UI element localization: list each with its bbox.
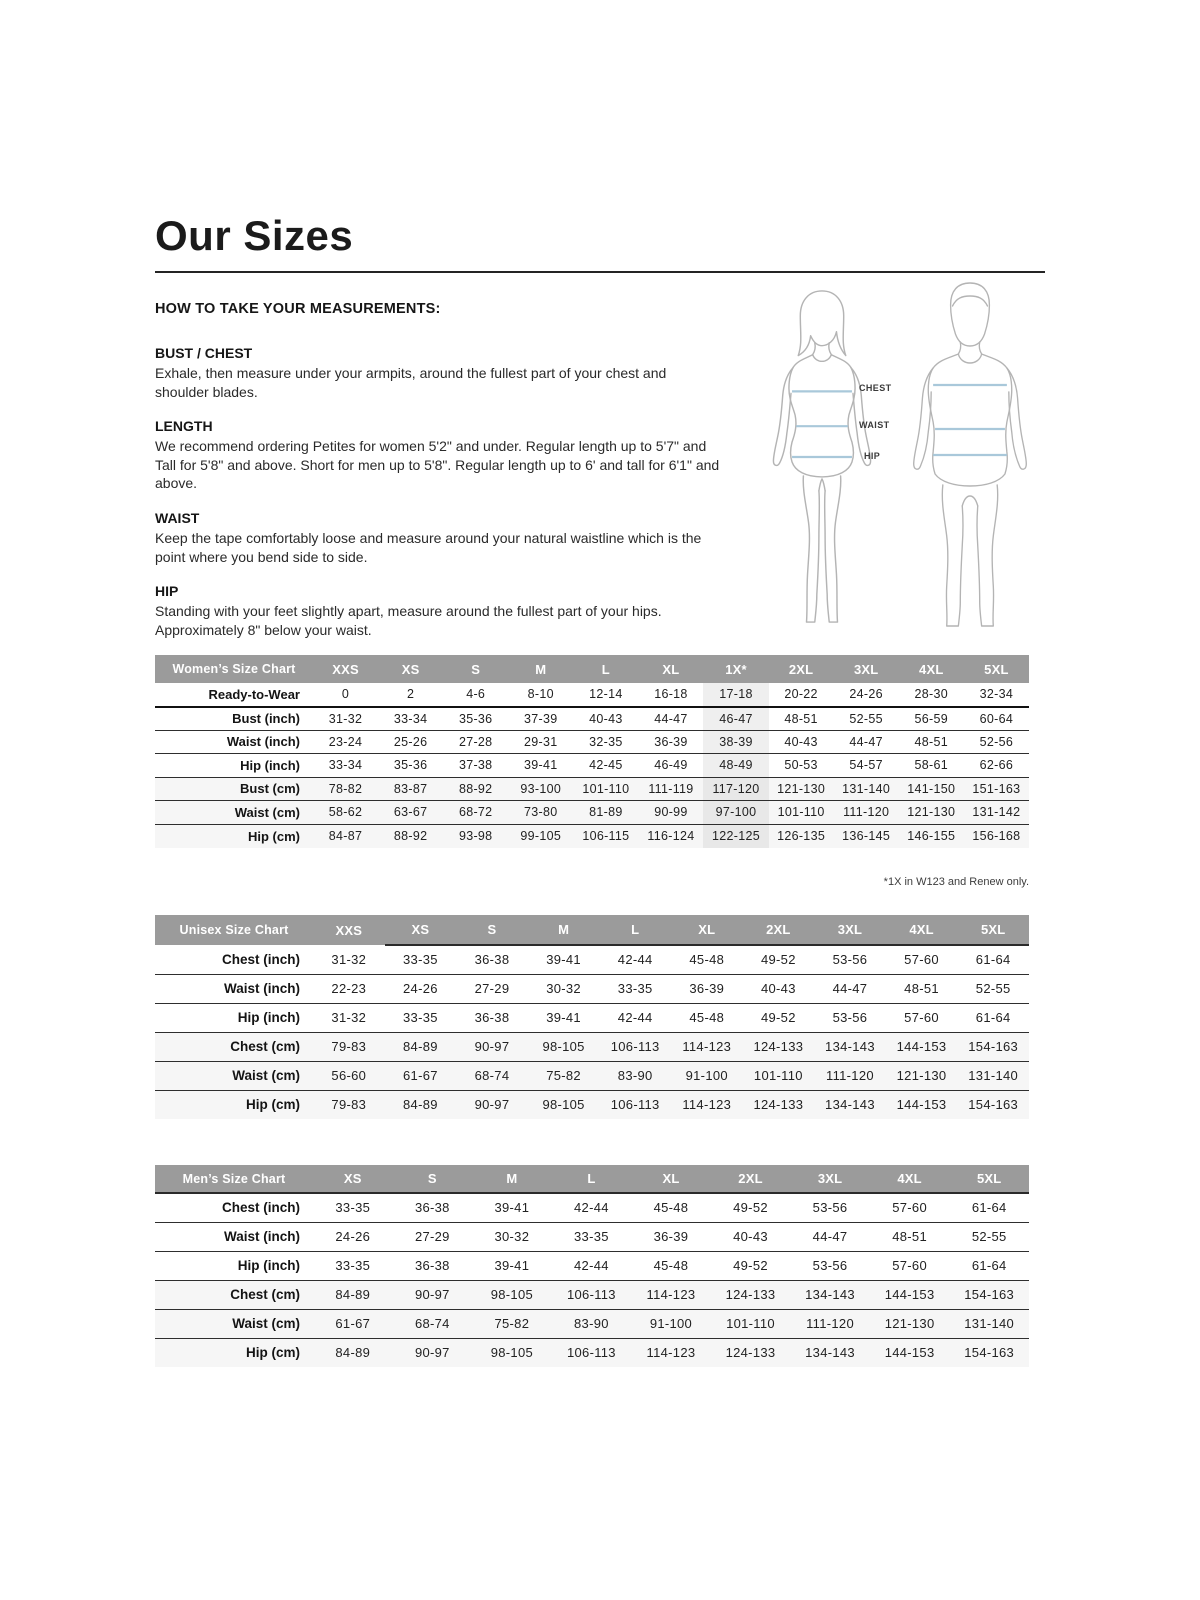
size-cell: 116-124	[638, 824, 703, 848]
size-cell: 36-39	[671, 974, 743, 1003]
size-cell: 154-163	[957, 1090, 1029, 1119]
size-cell: 144-153	[870, 1280, 950, 1309]
size-cell: 57-60	[886, 945, 958, 974]
size-cell: 146-155	[899, 824, 964, 848]
page-title: Our Sizes	[155, 212, 354, 259]
size-column-header: 3XL	[790, 1165, 870, 1193]
size-cell: 61-64	[957, 1003, 1029, 1032]
how-to-heading: HOW TO TAKE YOUR MEASUREMENTS:	[155, 301, 441, 317]
size-cell: 35-36	[443, 707, 508, 731]
size-column-header: 4XL	[899, 655, 964, 683]
size-cell: 88-92	[443, 777, 508, 801]
size-cell: 156-168	[964, 824, 1029, 848]
size-column-header: XS	[385, 915, 457, 945]
size-cell: 25-26	[378, 730, 443, 754]
row-label: Hip (inch)	[155, 754, 313, 778]
size-cell: 91-100	[631, 1309, 711, 1338]
row-label: Hip (inch)	[155, 1251, 313, 1280]
size-cell: 50-53	[769, 754, 834, 778]
size-cell: 101-110	[743, 1061, 815, 1090]
row-label: Waist (cm)	[155, 1061, 313, 1090]
size-cell: 24-26	[313, 1222, 393, 1251]
size-column-header: L	[552, 1165, 632, 1193]
size-cell: 4-6	[443, 683, 508, 707]
size-cell: 84-89	[313, 1338, 393, 1367]
size-cell: 101-110	[711, 1309, 791, 1338]
size-cell: 126-135	[769, 824, 834, 848]
size-cell: 106-115	[573, 824, 638, 848]
size-cell: 111-120	[814, 1061, 886, 1090]
size-cell: 42-45	[573, 754, 638, 778]
table-row	[155, 754, 1029, 778]
table-row	[155, 1061, 1029, 1090]
size-cell: 131-140	[949, 1309, 1029, 1338]
size-cell: 141-150	[899, 777, 964, 801]
size-cell: 134-143	[814, 1032, 886, 1061]
section-length	[155, 418, 723, 493]
row-label: Waist (inch)	[155, 974, 313, 1003]
table-row	[155, 1003, 1029, 1032]
size-cell: 58-62	[313, 801, 378, 825]
size-cell: 79-83	[313, 1090, 385, 1119]
size-column-header: 5XL	[957, 915, 1029, 945]
size-cell: 22-23	[313, 974, 385, 1003]
size-cell: 131-142	[964, 801, 1029, 825]
table-row	[155, 1222, 1029, 1251]
size-cell: 98-105	[472, 1280, 552, 1309]
table-title: Women’s Size Chart	[155, 655, 313, 683]
size-cell: 117-120	[703, 777, 768, 801]
size-cell: 144-153	[870, 1338, 950, 1367]
size-cell: 134-143	[790, 1280, 870, 1309]
size-cell: 114-123	[671, 1032, 743, 1061]
size-column-header: 3XL	[814, 915, 886, 945]
size-column-header: XL	[631, 1165, 711, 1193]
size-cell: 46-47	[703, 707, 768, 731]
size-column-header: S	[443, 655, 508, 683]
size-column-header: XXS	[313, 655, 378, 683]
size-cell: 98-105	[528, 1032, 600, 1061]
size-cell: 62-66	[964, 754, 1029, 778]
table-header-row	[155, 1165, 1029, 1193]
size-cell: 39-41	[508, 754, 573, 778]
size-cell: 56-60	[313, 1061, 385, 1090]
size-cell: 98-105	[528, 1090, 600, 1119]
size-cell: 98-105	[472, 1338, 552, 1367]
row-label: Chest (cm)	[155, 1032, 313, 1061]
table-row	[155, 824, 1029, 848]
size-cell: 36-39	[638, 730, 703, 754]
size-cell: 84-89	[385, 1032, 457, 1061]
size-cell: 46-49	[638, 754, 703, 778]
size-column-header: L	[599, 915, 671, 945]
size-cell: 68-74	[456, 1061, 528, 1090]
size-cell: 36-38	[456, 1003, 528, 1032]
size-cell: 48-51	[899, 730, 964, 754]
size-cell: 42-44	[599, 945, 671, 974]
size-cell: 53-56	[790, 1193, 870, 1222]
size-cell: 121-130	[886, 1061, 958, 1090]
size-column-header: XXS	[313, 915, 385, 945]
size-cell: 39-41	[528, 1003, 600, 1032]
size-cell: 101-110	[573, 777, 638, 801]
size-cell: 90-97	[393, 1280, 473, 1309]
size-cell: 111-119	[638, 777, 703, 801]
size-cell: 36-38	[456, 945, 528, 974]
size-chart-footnote: *1X in W123 and Renew only.	[883, 876, 1029, 888]
row-label: Hip (cm)	[155, 1338, 313, 1367]
size-cell: 83-87	[378, 777, 443, 801]
size-cell: 121-130	[899, 801, 964, 825]
size-column-header: S	[393, 1165, 473, 1193]
size-cell: 90-97	[456, 1090, 528, 1119]
womens-size-chart-table	[155, 655, 1029, 848]
size-cell: 36-38	[393, 1193, 473, 1222]
size-cell: 45-48	[671, 1003, 743, 1032]
size-cell: 106-113	[552, 1280, 632, 1309]
size-cell: 68-72	[443, 801, 508, 825]
size-cell: 23-24	[313, 730, 378, 754]
size-cell: 45-48	[631, 1251, 711, 1280]
table-row	[155, 1090, 1029, 1119]
unisex-size-chart-table	[155, 915, 1029, 1119]
table-title: Unisex Size Chart	[155, 915, 313, 945]
size-cell: 44-47	[638, 707, 703, 731]
size-cell: 136-145	[834, 824, 899, 848]
size-cell: 106-113	[599, 1032, 671, 1061]
table-row	[155, 707, 1029, 731]
table-row	[155, 945, 1029, 974]
size-cell: 124-133	[743, 1032, 815, 1061]
row-label: Hip (inch)	[155, 1003, 313, 1032]
size-cell: 40-43	[743, 974, 815, 1003]
size-cell: 61-67	[313, 1309, 393, 1338]
size-cell: 2	[378, 683, 443, 707]
size-cell: 12-14	[573, 683, 638, 707]
size-cell: 39-41	[472, 1193, 552, 1222]
table-row	[155, 801, 1029, 825]
size-cell: 88-92	[378, 824, 443, 848]
size-cell: 61-64	[949, 1193, 1029, 1222]
size-cell: 30-32	[472, 1222, 552, 1251]
size-cell: 101-110	[769, 801, 834, 825]
size-cell: 33-35	[599, 974, 671, 1003]
size-cell: 49-52	[743, 1003, 815, 1032]
size-cell: 84-87	[313, 824, 378, 848]
size-cell: 106-113	[599, 1090, 671, 1119]
measurement-figures	[752, 280, 1052, 642]
size-cell: 17-18	[703, 683, 768, 707]
row-label: Bust (inch)	[155, 707, 313, 731]
size-cell: 151-163	[964, 777, 1029, 801]
size-cell: 45-48	[631, 1193, 711, 1222]
row-label: Ready-to-Wear	[155, 683, 313, 707]
table-row	[155, 974, 1029, 1003]
table-row	[155, 1280, 1029, 1309]
size-cell: 134-143	[814, 1090, 886, 1119]
size-cell: 83-90	[552, 1309, 632, 1338]
size-column-header: M	[508, 655, 573, 683]
size-cell: 31-32	[313, 945, 385, 974]
size-cell: 121-130	[769, 777, 834, 801]
size-cell: 8-10	[508, 683, 573, 707]
size-cell: 31-32	[313, 1003, 385, 1032]
row-label: Waist (cm)	[155, 1309, 313, 1338]
size-cell: 53-56	[790, 1251, 870, 1280]
size-cell: 40-43	[711, 1222, 791, 1251]
table-row	[155, 1193, 1029, 1222]
size-cell: 154-163	[957, 1032, 1029, 1061]
size-cell: 30-32	[528, 974, 600, 1003]
size-cell: 48-51	[886, 974, 958, 1003]
size-cell: 58-61	[899, 754, 964, 778]
size-cell: 75-82	[528, 1061, 600, 1090]
size-cell: 84-89	[313, 1280, 393, 1309]
size-cell: 56-59	[899, 707, 964, 731]
size-cell: 99-105	[508, 824, 573, 848]
size-cell: 75-82	[472, 1309, 552, 1338]
chest-label: CHEST	[859, 383, 892, 393]
size-cell: 31-32	[313, 707, 378, 731]
size-cell: 121-130	[870, 1309, 950, 1338]
size-cell: 93-98	[443, 824, 508, 848]
size-cell: 44-47	[814, 974, 886, 1003]
table-header-row	[155, 655, 1029, 683]
size-cell: 61-64	[949, 1251, 1029, 1280]
section-waist	[155, 510, 723, 566]
size-cell: 53-56	[814, 945, 886, 974]
measurement-instructions	[155, 301, 723, 656]
size-column-header: M	[528, 915, 600, 945]
section-heading: BUST / CHEST	[155, 345, 253, 361]
size-cell: 20-22	[769, 683, 834, 707]
size-column-header: XL	[638, 655, 703, 683]
section-heading: LENGTH	[155, 418, 213, 435]
section-heading: WAIST	[155, 510, 200, 527]
size-column-header: 5XL	[949, 1165, 1029, 1193]
size-cell: 49-52	[743, 945, 815, 974]
table-row	[155, 1309, 1029, 1338]
size-cell: 36-38	[393, 1251, 473, 1280]
size-cell: 57-60	[870, 1193, 950, 1222]
size-cell: 60-64	[964, 707, 1029, 731]
size-column-header: 4XL	[886, 915, 958, 945]
row-label: Hip (cm)	[155, 824, 313, 848]
size-cell: 97-100	[703, 801, 768, 825]
size-cell: 42-44	[599, 1003, 671, 1032]
size-cell: 154-163	[949, 1338, 1029, 1367]
size-cell: 37-38	[443, 754, 508, 778]
size-cell: 48-51	[870, 1222, 950, 1251]
row-label: Hip (cm)	[155, 1090, 313, 1119]
size-column-header: 2XL	[743, 915, 815, 945]
size-cell: 52-55	[957, 974, 1029, 1003]
size-cell: 49-52	[711, 1193, 791, 1222]
section-bust-chest	[155, 345, 723, 401]
size-cell: 57-60	[870, 1251, 950, 1280]
size-column-header: 3XL	[834, 655, 899, 683]
table-title: Men’s Size Chart	[155, 1165, 313, 1193]
size-cell: 33-35	[313, 1251, 393, 1280]
hip-label: HIP	[864, 451, 881, 461]
size-column-header: 1X*	[703, 655, 768, 683]
size-cell: 84-89	[385, 1090, 457, 1119]
size-cell: 90-99	[638, 801, 703, 825]
size-cell: 45-48	[671, 945, 743, 974]
size-cell: 78-82	[313, 777, 378, 801]
size-cell: 40-43	[573, 707, 638, 731]
size-cell: 61-67	[385, 1061, 457, 1090]
size-cell: 52-55	[949, 1222, 1029, 1251]
table-row	[155, 777, 1029, 801]
size-cell: 40-43	[769, 730, 834, 754]
male-figure-illustration	[904, 280, 1036, 632]
size-cell: 28-30	[899, 683, 964, 707]
size-cell: 33-34	[378, 707, 443, 731]
size-cell: 122-125	[703, 824, 768, 848]
size-cell: 32-34	[964, 683, 1029, 707]
size-cell: 114-123	[631, 1338, 711, 1367]
size-cell: 134-143	[790, 1338, 870, 1367]
size-cell: 33-35	[313, 1193, 393, 1222]
size-cell: 36-39	[631, 1222, 711, 1251]
size-cell: 114-123	[631, 1280, 711, 1309]
table-row	[155, 1251, 1029, 1280]
size-cell: 52-56	[964, 730, 1029, 754]
size-cell: 144-153	[886, 1090, 958, 1119]
size-column-header: XS	[378, 655, 443, 683]
mens-size-chart-table	[155, 1165, 1029, 1367]
size-cell: 111-120	[834, 801, 899, 825]
size-cell: 38-39	[703, 730, 768, 754]
size-cell: 81-89	[573, 801, 638, 825]
size-cell: 35-36	[378, 754, 443, 778]
size-cell: 48-51	[769, 707, 834, 731]
size-cell: 27-29	[456, 974, 528, 1003]
section-body: Exhale, then measure under your armpits, around the fullest part of your chest and shoulder blades.	[155, 365, 667, 400]
size-cell: 48-49	[703, 754, 768, 778]
size-cell: 39-41	[528, 945, 600, 974]
size-column-header: 2XL	[711, 1165, 791, 1193]
size-cell: 37-39	[508, 707, 573, 731]
row-label: Waist (inch)	[155, 1222, 313, 1251]
size-cell: 111-120	[790, 1309, 870, 1338]
size-cell: 27-29	[393, 1222, 473, 1251]
size-cell: 53-56	[814, 1003, 886, 1032]
size-cell: 154-163	[949, 1280, 1029, 1309]
size-cell: 33-35	[385, 1003, 457, 1032]
size-cell: 91-100	[671, 1061, 743, 1090]
size-cell: 73-80	[508, 801, 573, 825]
row-label: Bust (cm)	[155, 777, 313, 801]
size-cell: 44-47	[790, 1222, 870, 1251]
size-cell: 131-140	[957, 1061, 1029, 1090]
size-column-header: XS	[313, 1165, 393, 1193]
row-label: Chest (inch)	[155, 945, 313, 974]
table-row	[155, 683, 1029, 707]
size-cell: 27-28	[443, 730, 508, 754]
row-label: Chest (inch)	[155, 1193, 313, 1222]
table-header-row	[155, 915, 1029, 945]
size-column-header: XL	[671, 915, 743, 945]
size-cell: 79-83	[313, 1032, 385, 1061]
size-cell: 24-26	[385, 974, 457, 1003]
size-cell: 124-133	[711, 1338, 791, 1367]
table-row	[155, 1032, 1029, 1061]
size-cell: 33-35	[552, 1222, 632, 1251]
size-cell: 144-153	[886, 1032, 958, 1061]
table-row	[155, 1338, 1029, 1367]
size-cell: 16-18	[638, 683, 703, 707]
size-cell: 114-123	[671, 1090, 743, 1119]
size-cell: 33-35	[385, 945, 457, 974]
size-cell: 24-26	[834, 683, 899, 707]
size-cell: 61-64	[957, 945, 1029, 974]
size-cell: 106-113	[552, 1338, 632, 1367]
size-cell: 57-60	[886, 1003, 958, 1032]
size-cell: 42-44	[552, 1193, 632, 1222]
row-label: Waist (cm)	[155, 801, 313, 825]
size-column-header: S	[456, 915, 528, 945]
size-cell: 29-31	[508, 730, 573, 754]
table-row	[155, 730, 1029, 754]
row-label: Chest (cm)	[155, 1280, 313, 1309]
size-cell: 68-74	[393, 1309, 473, 1338]
size-cell: 63-67	[378, 801, 443, 825]
section-body: Standing with your feet slightly apart, measure around the fullest part of your hips. Approximately 8" below your waist.	[155, 603, 662, 638]
section-heading: HIP	[155, 583, 179, 600]
size-cell: 0	[313, 683, 378, 707]
size-column-header: 4XL	[870, 1165, 950, 1193]
section-body: We recommend ordering Petites for women 5'2" and under. Regular length up to 5'7" and Tall for 5'8" and above. Short for men up to 5'8". Regular length up to 6' and tall for 6'1" and above.	[155, 438, 720, 492]
size-cell: 131-140	[834, 777, 899, 801]
size-column-header: 2XL	[769, 655, 834, 683]
size-cell: 39-41	[472, 1251, 552, 1280]
waist-label: WAIST	[859, 420, 890, 430]
size-cell: 124-133	[711, 1280, 791, 1309]
size-column-header: 5XL	[964, 655, 1029, 683]
section-body: Keep the tape comfortably loose and measure around your natural waistline which is the point where you bend side to side.	[155, 530, 702, 565]
size-cell: 93-100	[508, 777, 573, 801]
size-cell: 33-34	[313, 754, 378, 778]
size-column-header: L	[573, 655, 638, 683]
size-column-header: M	[472, 1165, 552, 1193]
size-cell: 90-97	[393, 1338, 473, 1367]
size-cell: 52-55	[834, 707, 899, 731]
size-cell: 54-57	[834, 754, 899, 778]
size-cell: 124-133	[743, 1090, 815, 1119]
section-hip	[155, 583, 723, 639]
size-cell: 44-47	[834, 730, 899, 754]
size-cell: 49-52	[711, 1251, 791, 1280]
size-cell: 90-97	[456, 1032, 528, 1061]
title-divider	[155, 271, 1045, 273]
size-cell: 32-35	[573, 730, 638, 754]
row-label: Waist (inch)	[155, 730, 313, 754]
size-cell: 83-90	[599, 1061, 671, 1090]
size-cell: 42-44	[552, 1251, 632, 1280]
